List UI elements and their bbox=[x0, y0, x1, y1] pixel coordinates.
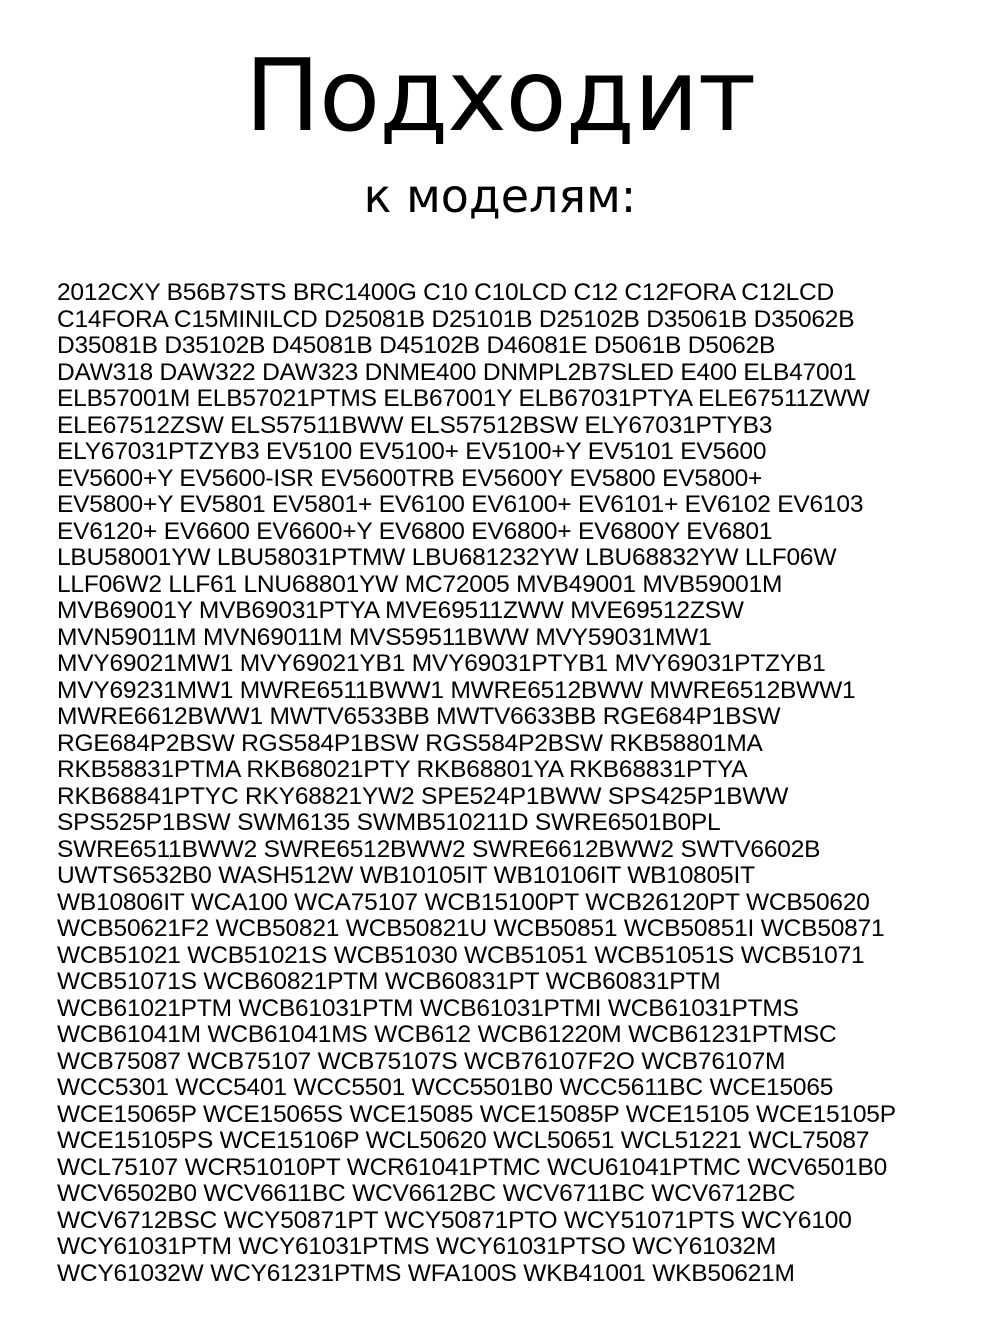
model-list-line: WCE15065P WCE15065S WCE15085 WCE15085P WCE15105 WCE15105P bbox=[57, 1100, 896, 1128]
model-list-line: ELY67031PTZYB3 EV5100 EV5100+ EV5100+Y EV5101 EV5600 bbox=[57, 438, 767, 465]
model-list-line: WCB61041M WCB61041MS WCB612 WCB61220M WCB61231PTMSC bbox=[57, 1021, 837, 1048]
model-list-line: WCB50621F2 WCB50821 WCB50821U WCB50851 WCB50851I WCB50871 bbox=[57, 915, 885, 942]
model-list-line: EV5600+Y EV5600-ISR EV5600TRB EV5600Y EV5800 EV5800+ bbox=[57, 464, 763, 492]
model-list-line: LLF06W2 LLF61 LNU68801YW MC72005 MVB49001 MVB59001M bbox=[57, 570, 783, 598]
model-list-line: WCB61021PTM WCB61031PTM WCB61031PTMI WCB61031PTMS bbox=[57, 994, 799, 1022]
model-list-line: ELB57001M ELB57021PTMS ELB67001Y ELB67031PTYA ELE67511ZWW bbox=[57, 385, 870, 412]
model-list-line: WCE15105PS WCE15106P WCL50620 WCL50651 WCL51221 WCL75087 bbox=[57, 1127, 870, 1154]
model-list-line: MWRE6612BWW1 MWTV6533BB MWTV6633BB RGE684P1BSW bbox=[57, 703, 781, 730]
model-list-line: WCC5301 WCC5401 WCC5501 WCC5501B0 WCC5611BC WCE15065 bbox=[57, 1074, 834, 1101]
model-list-line: SWRE6511BWW2 SWRE6512BWW2 SWRE6612BWW2 SWTV6602B bbox=[57, 835, 821, 863]
model-list-line: DAW318 DAW322 DAW323 DNME400 DNMPL2B7SLED E400 ELB47001 bbox=[57, 358, 857, 386]
page-subtitle: к моделям: bbox=[363, 169, 637, 223]
model-list-line: C14FORA C15MINILCD D25081B D25101B D25102B D35061B D35062B bbox=[57, 305, 855, 333]
model-list-line: WCV6502B0 WCV6611BC WCV6612BC WCV6711BC WCV6712BC bbox=[57, 1180, 796, 1207]
model-list-line: WCB75087 WCB75107 WCB75107S WCB76107F2O WCB76107M bbox=[57, 1047, 786, 1075]
model-list-line: WB10806IT WCA100 WCA75107 WCB15100PT WCB26120PT WCB50620 bbox=[57, 888, 870, 916]
model-list-line: LBU58001YW LBU58031PTMW LBU681232YW LBU68832YW LLF06W bbox=[57, 544, 837, 571]
model-list-line: EV5800+Y EV5801 EV5801+ EV6100 EV6100+ EV6101+ EV6102 EV6103 bbox=[57, 491, 864, 518]
model-list-line: SPS525P1BSW SWM6135 SWMB510211D SWRE6501B0PL bbox=[57, 809, 721, 836]
model-list-line: WCL75107 WCR51010PT WCR61041PTMC WCU61041PTMC WCV6501B0 bbox=[57, 1153, 888, 1181]
model-list bbox=[57, 280, 997, 1287]
model-list-line: D35081B D35102B D45081B D45102B D46081E D5061B D5062B bbox=[57, 332, 776, 359]
page-title: Подходит bbox=[244, 37, 756, 154]
model-list-line: UWTS6532B0 WASH512W WB10105IT WB10106IT WB10805IT bbox=[57, 862, 755, 889]
model-list-line: WCY61031PTM WCY61031PTMS WCY61031PTSO WCY61032M bbox=[57, 1233, 777, 1260]
model-list-line: WCB51021 WCB51021S WCB51030 WCB51051 WCB51051S WCB51071 bbox=[57, 941, 865, 969]
model-list-line: MVY69021MW1 MVY69021YB1 MVY69031PTYB1 MVY69031PTZYB1 bbox=[57, 650, 826, 677]
model-list-line: WCY61032W WCY61231PTMS WFA100S WKB41001 WKB50621M bbox=[57, 1259, 795, 1287]
model-list-line: 2012CXY B56B7STS BRC1400G C10 C10LCD C12 C12FORA C12LCD bbox=[57, 279, 835, 306]
model-list-line: RGE684P2BSW RGS584P1BSW RGS584P2BSW RKB58801MA bbox=[57, 729, 763, 757]
model-list-line: RKB68841PTYC RKY68821YW2 SPE524P1BWW SPS425P1BWW bbox=[57, 782, 789, 810]
model-list-line: MVB69001Y MVB69031PTYA MVE69511ZWW MVE69512ZSW bbox=[57, 597, 744, 624]
model-list-line: ELE67512ZSW ELS57511BWW ELS57512BSW ELY67031PTYB3 bbox=[57, 411, 773, 439]
model-list-line: MVY69231MW1 MWRE6511BWW1 MWRE6512BWW MWRE6512BWW1 bbox=[57, 676, 856, 704]
model-list-line: WCV6712BSC WCY50871PT WCY50871PTO WCY51071PTS WCY6100 bbox=[57, 1206, 852, 1234]
model-list-line: MVN59011M MVN69011M MVS59511BWW MVY59031MW1 bbox=[57, 623, 712, 651]
model-list-line: WCB51071S WCB60821PTM WCB60831PT WCB60831PTM bbox=[57, 968, 721, 995]
model-list-line: RKB58831PTMA RKB68021PTY RKB68801YA RKB68831PTYA bbox=[57, 756, 748, 783]
model-list-line: EV6120+ EV6600 EV6600+Y EV6800 EV6800+ EV6800Y EV6801 bbox=[57, 517, 773, 545]
